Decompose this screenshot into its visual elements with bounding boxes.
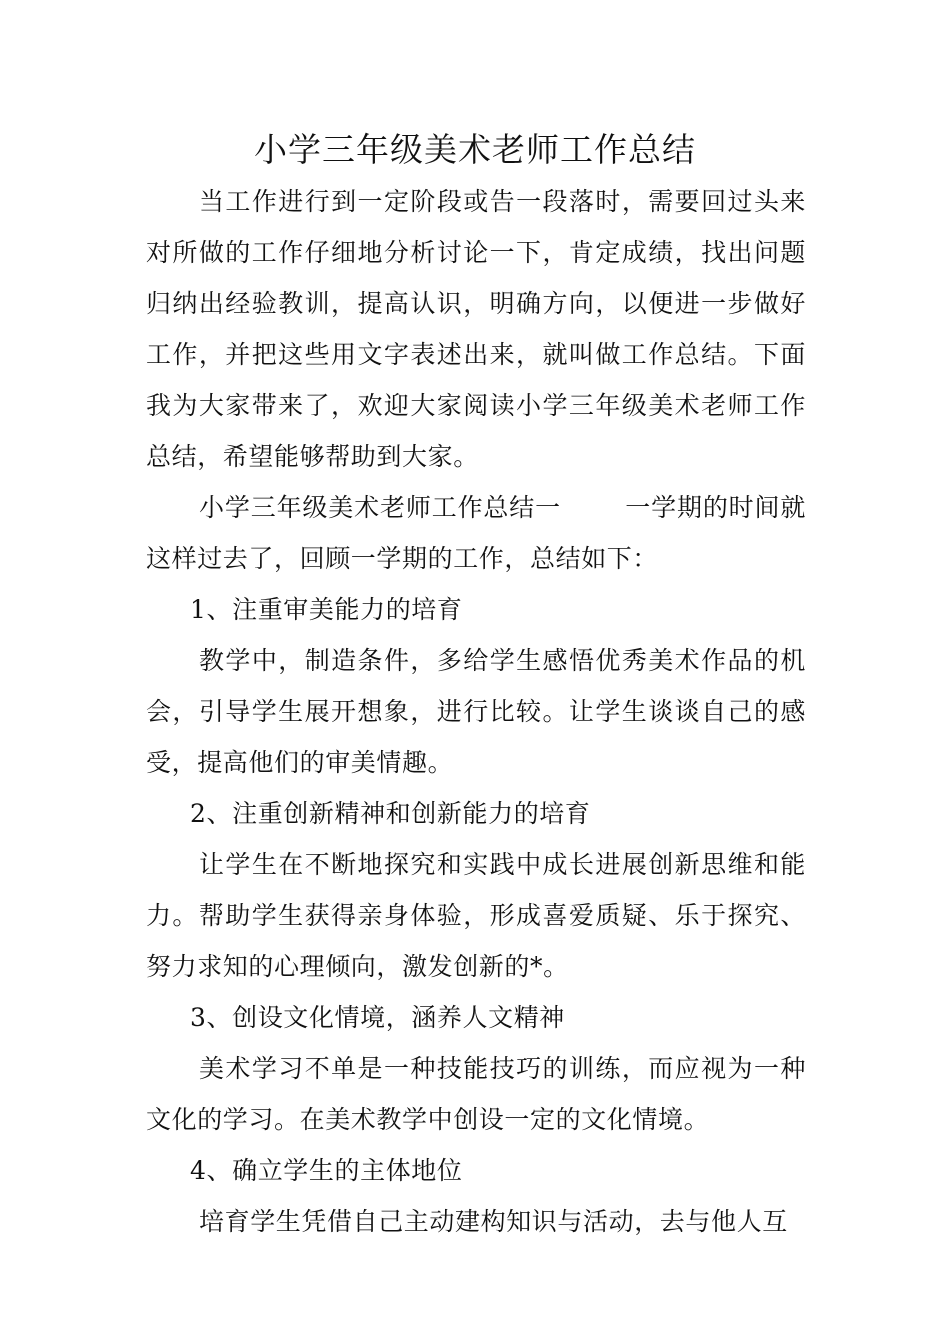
section-one-paragraph: [146, 482, 806, 584]
item-paragraph-1: 教学中，制造条件，多给学生感悟优秀美术作品的机会，引导学生展开想象，进行比较。让学生谈谈自己的感受，提高他们的审美情趣。: [146, 646, 806, 777]
item-heading-2: 2、注重创新精神和创新能力的培育: [190, 799, 591, 828]
section-one-title: 小学三年级美术老师工作总结一: [199, 493, 561, 522]
item-paragraph-3: 美术学习不单是一种技能技巧的训练，而应视为一种文化的学习。在美术教学中创设一定的文化情境。: [146, 1054, 806, 1134]
item-heading-4: 4、确立学生的主体地位: [190, 1156, 463, 1185]
section-one-lead: 一学期的时间就这样过去了，回顾一学期的工作，总结如下：: [146, 493, 806, 573]
item-heading-3: 3、创设文化情境，涵养人文精神: [190, 1003, 565, 1032]
item-paragraph-4: 培育学生凭借自己主动建构知识与活动，去与他人互: [199, 1207, 788, 1236]
document-body: [146, 176, 806, 1247]
item-paragraph-2: 让学生在不断地探究和实践中成长进展创新思维和能力。帮助学生获得亲身体验，形成喜爱质疑、乐于探究、努力求知的心理倾向，激发创新的*。: [146, 850, 806, 981]
item-heading-1: 1、注重审美能力的培育: [190, 595, 463, 624]
intro-paragraph: 当工作进行到一定阶段或告一段落时，需要回过头来对所做的工作仔细地分析讨论一下，肯定成绩，找出问题归纳出经验教训，提高认识，明确方向，以便进一步做好工作，并把这些用文字表述出来，就叫做工作总结。下面我为大家带来了，欢迎大家阅读小学三年级美术老师工作总结，希望能够帮助到大家。: [146, 187, 806, 471]
page-title: 小学三年级美术老师工作总结: [254, 130, 696, 169]
